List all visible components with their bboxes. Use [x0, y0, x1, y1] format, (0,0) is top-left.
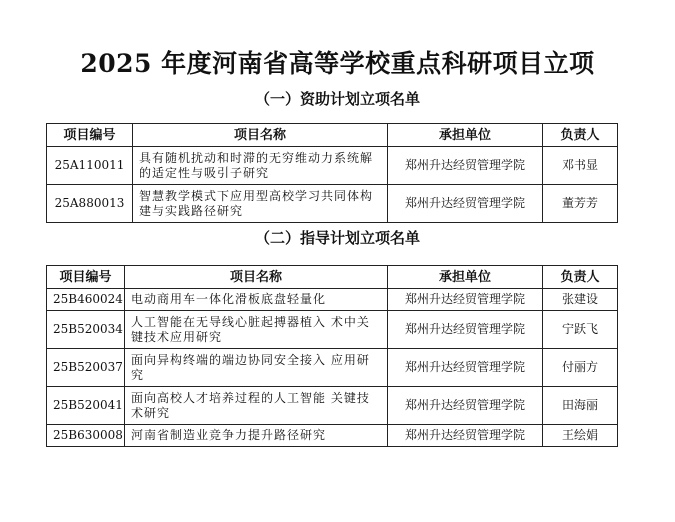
section1-table	[46, 123, 618, 223]
project-name: 具有随机扰动和时滞的无穷维动力系统解的适定性与吸引子研究	[133, 147, 388, 185]
section1-heading: （一）资助计划立项名单	[254, 90, 420, 108]
project-leader: 宁跃飞	[543, 311, 618, 349]
project-unit: 郑州升达经贸管理学院	[388, 289, 543, 311]
table-row	[47, 311, 618, 349]
project-name: 智慧教学模式下应用型高校学习共同体构建与实践路径研究	[133, 185, 388, 223]
project-leader: 田海丽	[543, 387, 618, 425]
project-name: 河南省制造业竞争力提升路径研究	[125, 425, 388, 447]
table-row	[47, 147, 618, 185]
project-code: 25B520034	[47, 311, 125, 349]
col-header-unit: 承担单位	[388, 124, 543, 147]
project-unit: 郑州升达经贸管理学院	[388, 387, 543, 425]
table-header-row	[47, 124, 618, 147]
col-header-unit: 承担单位	[388, 266, 543, 289]
col-header-name: 项目名称	[133, 124, 388, 147]
table-row	[47, 349, 618, 387]
table-row	[47, 185, 618, 223]
table-row	[47, 289, 618, 311]
project-code: 25B520041	[47, 387, 125, 425]
table-row	[47, 387, 618, 425]
project-unit: 郑州升达经贸管理学院	[388, 147, 543, 185]
project-leader: 董芳芳	[543, 185, 618, 223]
project-name: 面向异构终端的端边协同安全接入 应用研究	[125, 349, 388, 387]
project-code: 25A110011	[47, 147, 133, 185]
project-name: 电动商用车一体化滑板底盘轻量化	[125, 289, 388, 311]
project-unit: 郑州升达经贸管理学院	[388, 425, 543, 447]
project-unit: 郑州升达经贸管理学院	[388, 185, 543, 223]
project-unit: 郑州升达经贸管理学院	[388, 349, 543, 387]
project-name: 人工智能在无导线心脏起搏器植入 术中关键技术应用研究	[125, 311, 388, 349]
project-name: 面向高校人才培养过程的人工智能 关键技术研究	[125, 387, 388, 425]
project-code: 25B630008	[47, 425, 125, 447]
col-header-name: 项目名称	[125, 266, 388, 289]
col-header-leader: 负责人	[543, 266, 618, 289]
table-header-row	[47, 266, 618, 289]
section2-table	[46, 265, 618, 447]
project-leader: 邓书显	[543, 147, 618, 185]
project-unit: 郑州升达经贸管理学院	[388, 311, 543, 349]
project-code: 25A880013	[47, 185, 133, 223]
project-code: 25B520037	[47, 349, 125, 387]
project-leader: 张建设	[543, 289, 618, 311]
project-code: 25B460024	[47, 289, 125, 311]
table-row	[47, 425, 618, 447]
col-header-leader: 负责人	[543, 124, 618, 147]
page-title: 2025 年度河南省高等学校重点科研项目立项	[80, 49, 595, 78]
project-leader: 付丽方	[543, 349, 618, 387]
project-leader: 王绘娟	[543, 425, 618, 447]
col-header-code: 项目编号	[47, 124, 133, 147]
section2-heading: （二）指导计划立项名单	[254, 229, 420, 247]
col-header-code: 项目编号	[47, 266, 125, 289]
